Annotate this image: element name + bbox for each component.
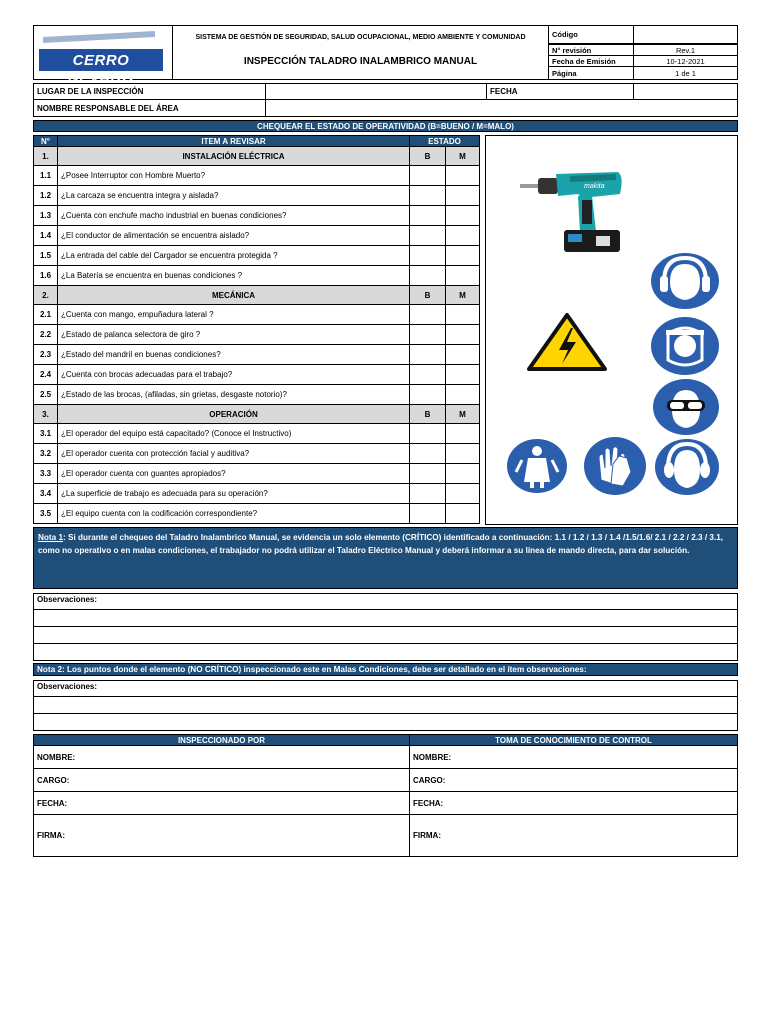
- bad-checkbox[interactable]: [445, 423, 480, 444]
- bad-checkbox[interactable]: [445, 463, 480, 484]
- item-number: 2.1: [33, 304, 58, 325]
- observations-line[interactable]: [33, 713, 738, 731]
- item-question: ¿Cuenta con enchufe macho industrial en buenas condiciones?: [57, 205, 410, 226]
- item-question: ¿El operador del equipo está capacitado? (Conoce el Instructivo): [57, 423, 410, 444]
- section-number: 1.: [33, 146, 58, 166]
- bad-checkbox[interactable]: [445, 443, 480, 464]
- item-number: 3.3: [33, 463, 58, 484]
- logo-text: CERRO NEVADO: [67, 52, 135, 86]
- item-question: ¿El equipo cuenta con la codificación correspondiente?: [57, 503, 410, 524]
- good-checkbox[interactable]: [409, 483, 446, 504]
- safety-goggles-icon: [652, 378, 720, 436]
- item-question: ¿La Batería se encuentra en buenas condiciones ?: [57, 265, 410, 286]
- good-checkbox[interactable]: [409, 344, 446, 365]
- observations-line[interactable]: [33, 626, 738, 644]
- bad-checkbox[interactable]: [445, 384, 480, 405]
- item-number: 1.5: [33, 245, 58, 266]
- observations-label-2: Observaciones:: [33, 680, 738, 697]
- col-item-header: ITEM A REVISAR: [57, 135, 410, 147]
- good-checkbox[interactable]: [409, 185, 446, 206]
- item-question: ¿Estado del mandril en buenas condiciones?: [57, 344, 410, 365]
- ear-muffs-icon: [654, 438, 720, 496]
- svg-text:makita: makita: [584, 183, 605, 190]
- section-number: 2.: [33, 285, 58, 305]
- item-number: 2.5: [33, 384, 58, 405]
- critical-note: [33, 527, 738, 589]
- item-question: ¿Estado de palanca selectora de giro ?: [57, 324, 410, 345]
- inspector-nombre-field[interactable]: NOMBRE:: [33, 745, 410, 769]
- item-number: 2.3: [33, 344, 58, 365]
- responsible-input[interactable]: [265, 99, 738, 117]
- bad-column-header: M: [445, 285, 480, 305]
- good-column-header: B: [409, 146, 446, 166]
- good-column-header: B: [409, 404, 446, 424]
- non-critical-note: Nota 2: Los puntos donde el elemento (NO CRÍTICO) inspeccionado este en Malas Condiciones, debe ser detallado en el ítem observaciones:: [33, 663, 738, 676]
- section-title: MECÁNICA: [57, 285, 410, 305]
- good-checkbox[interactable]: [409, 265, 446, 286]
- good-checkbox[interactable]: [409, 165, 446, 186]
- section-number: 3.: [33, 404, 58, 424]
- bad-checkbox[interactable]: [445, 364, 480, 385]
- meta-value[interactable]: 1 de 1: [633, 66, 738, 80]
- item-number: 3.5: [33, 503, 58, 524]
- bad-checkbox[interactable]: [445, 265, 480, 286]
- item-question: ¿El operador cuenta con protección facial y auditiva?: [57, 443, 410, 464]
- inspector-firma-field[interactable]: FIRMA:: [33, 814, 410, 857]
- illustration-panel: [485, 135, 738, 525]
- item-question: ¿La carcaza se encuentra integra y aislada?: [57, 185, 410, 206]
- good-checkbox[interactable]: [409, 324, 446, 345]
- item-question: ¿Estado de las brocas, (afiladas, sin grietas, desgaste notorio)?: [57, 384, 410, 405]
- checklist-banner: CHEQUEAR EL ESTADO DE OPERATIVIDAD (B=BUENO / M=MALO): [33, 120, 738, 132]
- observations-line[interactable]: [33, 609, 738, 627]
- bad-checkbox[interactable]: [445, 483, 480, 504]
- inspector-cargo-field[interactable]: CARGO:: [33, 768, 410, 792]
- item-number: 2.4: [33, 364, 58, 385]
- date-label: FECHA: [486, 83, 634, 100]
- hearing-protection-icon: [650, 252, 720, 310]
- document-title: INSPECCIÓN TALADRO INALAMBRICO MANUAL: [243, 56, 478, 67]
- good-checkbox[interactable]: [409, 225, 446, 246]
- good-checkbox[interactable]: [409, 443, 446, 464]
- observations-label: Observaciones:: [33, 593, 738, 610]
- bad-checkbox[interactable]: [445, 165, 480, 186]
- place-input[interactable]: [265, 83, 487, 100]
- good-checkbox[interactable]: [409, 463, 446, 484]
- item-number: 1.3: [33, 205, 58, 226]
- meta-value[interactable]: 10-12-2021: [633, 55, 738, 67]
- meta-label: Fecha de Emisión: [548, 55, 634, 67]
- bad-checkbox[interactable]: [445, 304, 480, 325]
- system-title: SISTEMA DE GESTIÓN DE SEGURIDAD, SALUD OCUPACIONAL, MEDIO AMBIENTE Y COMUNIDAD: [195, 34, 526, 41]
- note1-label: Nota 1: [38, 533, 64, 542]
- item-question: ¿El conductor de alimentación se encuentra aislado?: [57, 225, 410, 246]
- gloves-icon: [583, 436, 647, 496]
- good-checkbox[interactable]: [409, 245, 446, 266]
- section-title: OPERACIÓN: [57, 404, 410, 424]
- meta-label: Página: [548, 66, 634, 80]
- controller-nombre-field[interactable]: NOMBRE:: [409, 745, 738, 769]
- item-number: 2.2: [33, 324, 58, 345]
- bad-checkbox[interactable]: [445, 205, 480, 226]
- good-checkbox[interactable]: [409, 364, 446, 385]
- col-num-header: N°: [33, 135, 58, 147]
- controller-firma-field[interactable]: FIRMA:: [409, 814, 738, 857]
- drill-image: [520, 154, 625, 259]
- good-checkbox[interactable]: [409, 503, 446, 524]
- item-number: 1.4: [33, 225, 58, 246]
- item-question: ¿Posee Interruptor con Hombre Muerto?: [57, 165, 410, 186]
- section-title: INSTALACIÓN ELÉCTRICA: [57, 146, 410, 166]
- electrical-hazard-icon: [526, 312, 608, 372]
- controller-fecha-field[interactable]: FECHA:: [409, 791, 738, 815]
- item-number: 1.2: [33, 185, 58, 206]
- bad-column-header: M: [445, 404, 480, 424]
- good-checkbox[interactable]: [409, 384, 446, 405]
- good-checkbox[interactable]: [409, 304, 446, 325]
- meta-value[interactable]: [633, 25, 738, 44]
- company-logo: [35, 27, 165, 86]
- good-column-header: B: [409, 285, 446, 305]
- good-checkbox[interactable]: [409, 423, 446, 444]
- protective-apron-icon: [506, 438, 568, 494]
- bad-checkbox[interactable]: [445, 503, 480, 524]
- note1-text: : Si durante el chequeo del Taladro Inalambrico Manual, se evidencia un solo elemento (CRÍTICO) identificado a continuación: 1.1 / 1.2 / 1.3 / 1.4 /1.5/1.6/ 2.1 / 2.2 / 2.3 / 3.1, como no operativo o en malas condiciones, el trabajador no podrá utilizar el Taladro Eléctrico Manual y deberá informar a su línea de mando directa, para dar solución.: [38, 533, 724, 555]
- face-shield-icon: [650, 316, 720, 376]
- bad-checkbox[interactable]: [445, 344, 480, 365]
- observations-line[interactable]: [33, 643, 738, 661]
- inspected-by-header: INSPECCIONADO POR: [33, 734, 410, 746]
- item-question: ¿El operador cuenta con guantes apropiados?: [57, 463, 410, 484]
- item-question: ¿Cuenta con brocas adecuadas para el trabajo?: [57, 364, 410, 385]
- bad-checkbox[interactable]: [445, 324, 480, 345]
- item-question: ¿Cuenta con mango, empuñadura lateral ?: [57, 304, 410, 325]
- item-number: 3.2: [33, 443, 58, 464]
- good-checkbox[interactable]: [409, 205, 446, 226]
- item-question: ¿La entrada del cable del Cargador se encuentra protegida ?: [57, 245, 410, 266]
- date-input[interactable]: [633, 83, 738, 100]
- meta-value[interactable]: Rev.1: [633, 44, 738, 56]
- item-number: 1.1: [33, 165, 58, 186]
- controller-cargo-field[interactable]: CARGO:: [409, 768, 738, 792]
- meta-label: N° revisión: [548, 44, 634, 56]
- bad-checkbox[interactable]: [445, 225, 480, 246]
- item-number: 1.6: [33, 265, 58, 286]
- bad-checkbox[interactable]: [445, 185, 480, 206]
- bad-checkbox[interactable]: [445, 245, 480, 266]
- bad-column-header: M: [445, 146, 480, 166]
- responsible-label: NOMBRE RESPONSABLE DEL ÁREA: [33, 99, 266, 117]
- acknowledgement-header: TOMA DE CONOCIMIENTO DE CONTROL: [409, 734, 738, 746]
- item-question: ¿La superficie de trabajo es adecuada para su operación?: [57, 483, 410, 504]
- meta-label: Código: [548, 25, 634, 44]
- inspector-fecha-field[interactable]: FECHA:: [33, 791, 410, 815]
- observations-line[interactable]: [33, 696, 738, 714]
- item-number: 3.4: [33, 483, 58, 504]
- place-label: LUGAR DE LA INSPECCIÓN: [33, 83, 266, 100]
- col-state-header: ESTADO: [409, 135, 480, 147]
- item-number: 3.1: [33, 423, 58, 444]
